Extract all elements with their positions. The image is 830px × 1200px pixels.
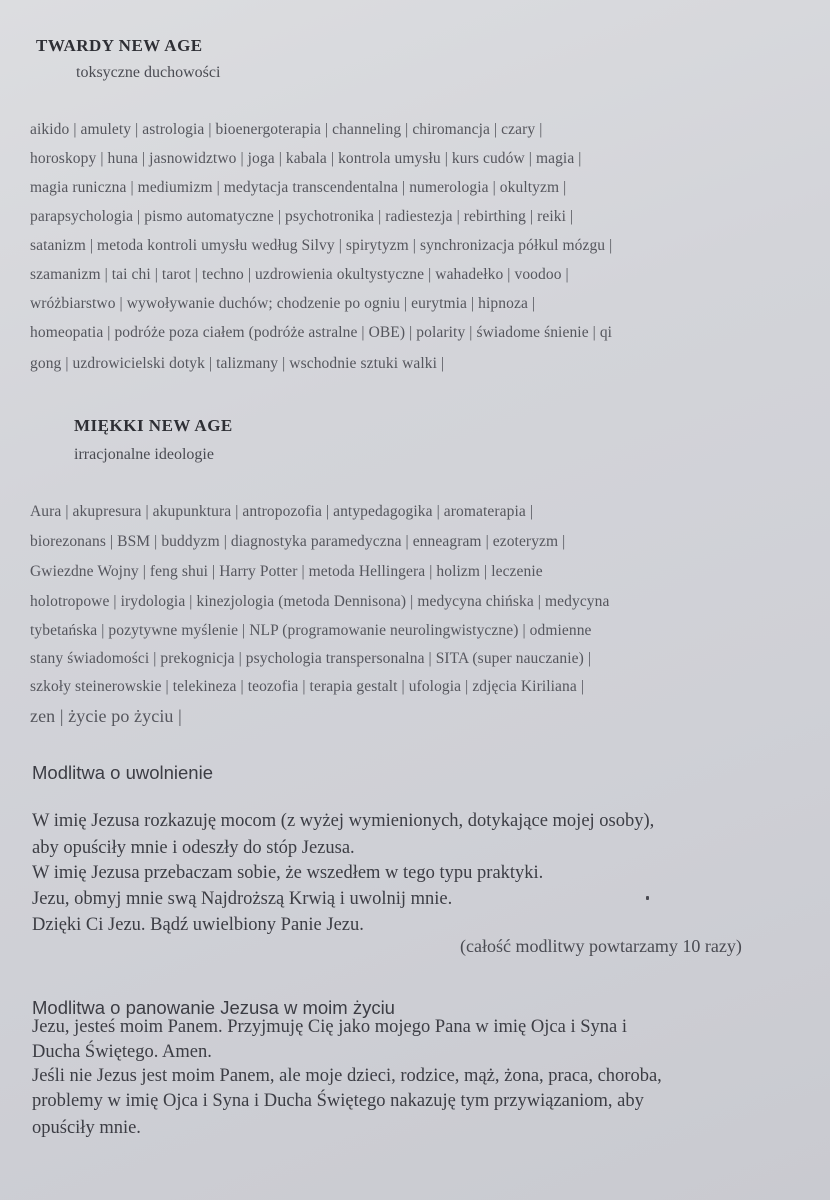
prayer-lordship-line: opuściły mnie. <box>32 1118 141 1138</box>
hard-list-line: wróżbiarstwo | wywoływanie duchów; chodzenie po ogniu | eurytmia | hipnoza | <box>30 295 536 312</box>
soft-new-age-subtitle: irracjonalne ideologie <box>74 446 214 463</box>
prayer-release-title: Modlitwa o uwolnienie <box>32 762 213 783</box>
prayer-repeat-note: (całość modlitwy powtarzamy 10 razy) <box>460 936 742 956</box>
hard-new-age-heading: TWARDY NEW AGE <box>36 36 203 55</box>
soft-list-line: szkoły steinerowskie | telekineza | teozofia | terapia gestalt | ufologia | zdjęcia Kiriliana | <box>30 678 585 695</box>
soft-list-line: biorezonans | BSM | buddyzm | diagnostyka paramedyczna | enneagram | ezoteryzm | <box>30 533 566 550</box>
prayer-lordship-line: Jeśli nie Jezus jest moim Panem, ale moje dzieci, rodzice, mąż, żona, praca, choroba, <box>32 1066 662 1086</box>
prayer-release-line: Dzięki Ci Jezu. Bądź uwielbiony Panie Jezu. <box>32 915 364 935</box>
hard-list-line: aikido | amulety | astrologia | bioenergoterapia | channeling | chiromancja | czary | <box>30 121 543 138</box>
soft-list-line: stany świadomości | prekognicja | psychologia transpersonalna | SITA (super nauczanie) | <box>30 650 592 667</box>
prayer-release-line: W imię Jezusa rozkazuję mocom (z wyżej wymienionych, dotykające mojej osoby), <box>32 811 655 831</box>
ink-speck <box>646 896 649 900</box>
prayer-lordship-line: Jezu, jesteś moim Panem. Przyjmuję Cię jako mojego Pana w imię Ojca i Syna i <box>32 1017 627 1037</box>
hard-list-line: satanizm | metoda kontroli umysłu według Silvy | spirytyzm | synchronizacja półkul mózgu | <box>30 237 613 254</box>
prayer-release-line: aby opuściły mnie i odeszły do stóp Jezusa. <box>32 838 355 858</box>
hard-list-line: gong | uzdrowicielski dotyk | talizmany | wschodnie sztuki walki | <box>30 355 445 372</box>
hard-new-age-subtitle: toksyczne duchowości <box>76 64 221 81</box>
hard-list-line: magia runiczna | mediumizm | medytacja transcendentalna | numerologia | okultyzm | <box>30 179 567 196</box>
soft-new-age-heading: MIĘKKI NEW AGE <box>74 416 233 435</box>
hard-list-line: szamanizm | tai chi | tarot | techno | uzdrowienia okultystyczne | wahadełko | voodoo | <box>30 266 569 283</box>
soft-list-line: Gwiezdne Wojny | feng shui | Harry Potter | metoda Hellingera | holizm | leczenie <box>30 563 543 580</box>
soft-list-line: zen | życie po życiu | <box>30 706 182 726</box>
prayer-release-line: Jezu, obmyj mnie swą Najdroższą Krwią i uwolnij mnie. <box>32 889 453 909</box>
soft-list-line: Aura | akupresura | akupunktura | antropozofia | antypedagogika | aromaterapia | <box>30 503 534 520</box>
soft-list-line: holotropowe | irydologia | kinezjologia (metoda Dennisona) | medycyna chińska | medycyna <box>30 593 610 610</box>
hard-list-line: homeopatia | podróże poza ciałem (podróże astralne | OBE) | polarity | świadome śnienie | qi <box>30 324 613 341</box>
hard-list-line: horoskopy | huna | jasnowidztwo | joga | kabala | kontrola umysłu | kurs cudów | magia | <box>30 150 582 167</box>
prayer-lordship-title: Modlitwa o panowanie Jezusa w moim życiu <box>32 997 395 1018</box>
soft-list-line: tybetańska | pozytywne myślenie | NLP (programowanie neurolingwistyczne) | odmienne <box>30 622 592 639</box>
prayer-lordship-line: Ducha Świętego. Amen. <box>32 1042 212 1062</box>
prayer-lordship-line: problemy w imię Ojca i Syna i Ducha Świętego nakazuję tym przywiązaniom, aby <box>32 1091 644 1111</box>
prayer-release-line: W imię Jezusa przebaczam sobie, że wszedłem w tego typu praktyki. <box>32 863 544 883</box>
hard-list-line: parapsychologia | pismo automatyczne | psychotronika | radiestezja | rebirthing | reiki | <box>30 208 574 225</box>
